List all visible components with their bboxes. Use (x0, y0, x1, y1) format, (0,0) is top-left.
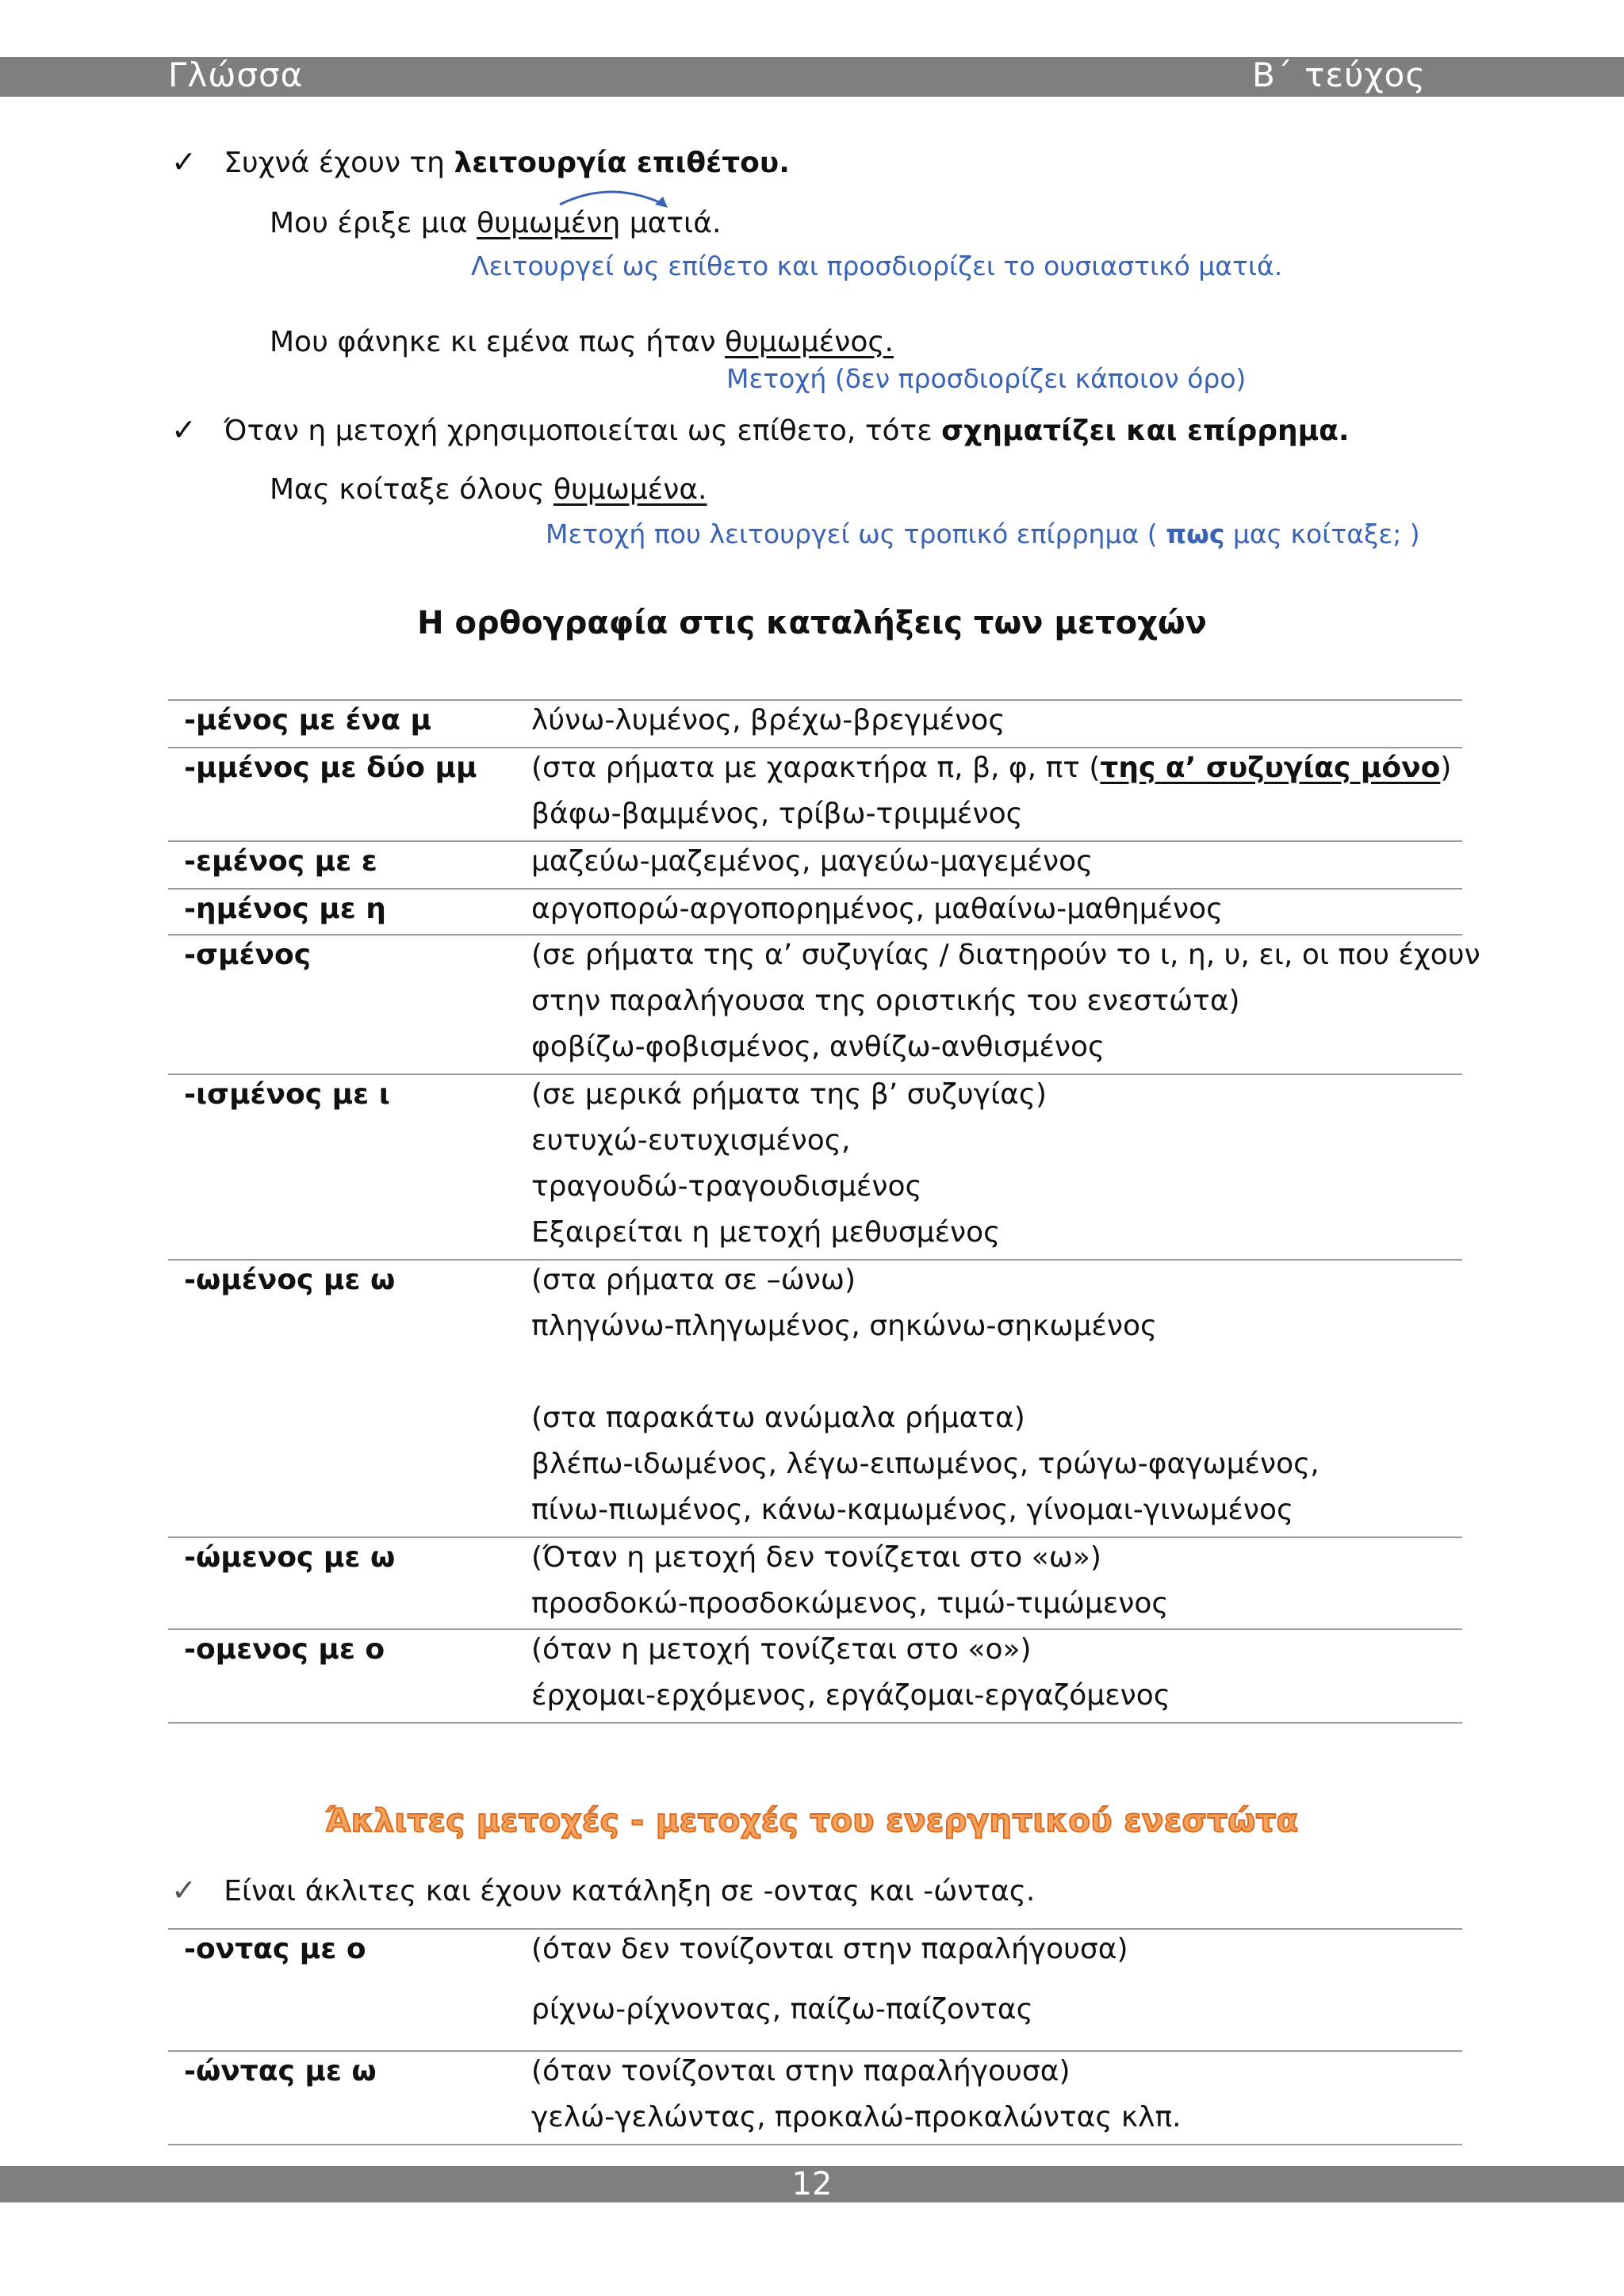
table-row-text: αργοπορώ-αργοπορημένος, μαθαίνω-μαθημένος (531, 893, 1224, 925)
example-3-pre: Μας κοίταξε όλους (270, 473, 553, 506)
section-1-title: Η ορθογραφία στις καταλήξεις των μετοχών (417, 605, 1207, 641)
note-3-bold: πως (1166, 519, 1225, 549)
bullet-1 (171, 144, 790, 181)
table-row-ending: -ομενος με ο (184, 1633, 385, 1666)
example-1-underlined: θυμωμένη (477, 207, 621, 239)
example-3-underlined: θυμωμένα. (553, 473, 707, 506)
row-text-underlined: της α’ συζυγίας μόνο (1100, 752, 1441, 784)
table-row-ending: -μμένος με δύο μμ (184, 752, 477, 784)
page-number: 12 (791, 2166, 833, 2202)
table-row-text: βλέπω-ιδωμένος, λέγω-ειπωμένος, τρώγω-φαγωμένος, (531, 1448, 1320, 1480)
checkmark-icon: ✓ (171, 412, 197, 447)
header-issue: Β΄ τεύχος (1251, 55, 1426, 94)
example-2-pre: Μου φάνηκε κι εμένα πως ήταν (270, 326, 725, 358)
table-row-text: βάφω-βαμμένος, τρίβω-τριμμένος (531, 798, 1023, 830)
table-row-text: (στα ρήματα σε –ώνω) (531, 1264, 856, 1296)
note-3 (546, 517, 1420, 552)
table-row-text: πληγώνω-πληγωμένος, σηκώνω-σηκωμένος (531, 1310, 1158, 1342)
row-text-close: ) (1440, 752, 1452, 784)
table-row-text: (όταν τονίζονται στην παραλήγουσα) (531, 2055, 1071, 2087)
note-1: Λειτουργεί ως επίθετο και προσδιορίζει το ουσιαστικό ματιά. (471, 251, 1283, 281)
table-row-text: γελώ-γελώντας, προκαλώ-προκαλώντας κλπ. (531, 2101, 1182, 2133)
table-row-ending: -ώμενος με ω (184, 1541, 396, 1574)
bullet-2 (171, 412, 1350, 449)
table-row-text: έρχομαι-ερχόμενος, εργάζομαι-εργαζόμενος (531, 1679, 1170, 1712)
header-title: Γλώσσα (168, 55, 304, 94)
table-row-ending: -οντας με ο (184, 1933, 366, 1965)
section-2-title: Άκλιτες μετοχές - μετοχές του ενεργητικού ενεστώτα (325, 1803, 1299, 1839)
table-row-text: Εξαιρείται η μετοχή μεθυσμένος (531, 1216, 1001, 1249)
table-row-ending: -ώντας με ω (184, 2055, 377, 2087)
table-row-text: (Όταν η μετοχή δεν τονίζεται στο «ω») (531, 1541, 1101, 1574)
table-row-ending: -σμένος (184, 939, 312, 971)
table-row-text: πίνω-πιωμένος, κάνω-καμωμένος, γίνομαι-γινωμένος (531, 1494, 1294, 1526)
bullet-1-bold: λειτουργία επιθέτου. (454, 147, 790, 179)
example-2 (270, 325, 894, 360)
table-row-text: μαζεύω-μαζεμένος, μαγεύω-μαγεμένος (531, 845, 1094, 878)
checkmark-icon: ✓ (171, 1873, 197, 1908)
note-2: Μετοχή (δεν προσδιορίζει κάποιον όρο) (726, 363, 1247, 394)
bullet-2-text: Όταν η μετοχή χρησιμοποιείται ως επίθετο, τότε (224, 415, 942, 447)
example-3 (270, 473, 707, 507)
checkmark-icon: ✓ (171, 144, 197, 179)
example-1 (270, 206, 721, 241)
table-row-text: στην παραλήγουσα της οριστικής του ενεστώτα) (531, 985, 1240, 1017)
example-1-pre: Μου έριξε μια (270, 207, 477, 239)
bullet-1-text: Συχνά έχουν τη (224, 147, 454, 179)
table-row-ending: -ισμένος με ι (184, 1078, 390, 1111)
table-rule (168, 1722, 1462, 1724)
bullet-2-bold: σχηματίζει και επίρρημα. (941, 415, 1350, 447)
table-row-text (531, 745, 1451, 791)
bullet-3-text: Είναι άκλιτες και έχουν κατάληξη σε -οντας και -ώντας. (224, 1875, 1036, 1908)
table-row-text: (όταν δεν τονίζονται στην παραλήγουσα) (531, 1933, 1128, 1965)
row-text-part: (στα ρήματα με χαρακτήρα π, β, φ, πτ ( (531, 752, 1101, 784)
table-row-text: τραγουδώ-τραγουδισμένος (531, 1170, 922, 1203)
table-row-ending: -μένος με ένα μ (184, 704, 431, 737)
table-rule (168, 2144, 1462, 2145)
table-row-text: (σε ρήματα της α’ συζυγίας / διατηρούν το ι, η, υ, ει, οι που έχουν (531, 939, 1480, 971)
table-row-text: (στα παρακάτω ανώμαλα ρήματα) (531, 1402, 1025, 1434)
bullet-3 (171, 1873, 1035, 1909)
table-row-text: φοβίζω-φοβισμένος, ανθίζω-ανθισμένος (531, 1031, 1105, 1063)
table-row-text: λύνω-λυμένος, βρέχω-βρεγμένος (531, 704, 1005, 737)
note-3-pre: Μετοχή που λειτουργεί ως τροπικό επίρρημα ( (546, 519, 1166, 549)
table-row-ending: -ημένος με η (184, 893, 386, 925)
table-row-text: ρίχνω-ρίχνοντας, παίζω-παίζοντας (531, 1993, 1033, 2026)
table-row-text: (όταν η μετοχή τονίζεται στο «ο») (531, 1633, 1032, 1666)
table-row-text: ευτυχώ-ευτυχισμένος, (531, 1124, 851, 1157)
example-1-post: ματιά. (620, 207, 722, 239)
example-2-underlined: θυμωμένος. (725, 326, 894, 358)
table-row-ending: -εμένος με ε (184, 845, 377, 878)
table-row-ending: -ωμένος με ω (184, 1264, 396, 1296)
note-3-post: μας κοίταξε; ) (1224, 519, 1420, 549)
table-row-text: προσδοκώ-προσδοκώμενος, τιμώ-τιμώμενος (531, 1587, 1169, 1620)
table-row-text: (σε μερικά ρήματα της β’ συζυγίας) (531, 1078, 1048, 1111)
